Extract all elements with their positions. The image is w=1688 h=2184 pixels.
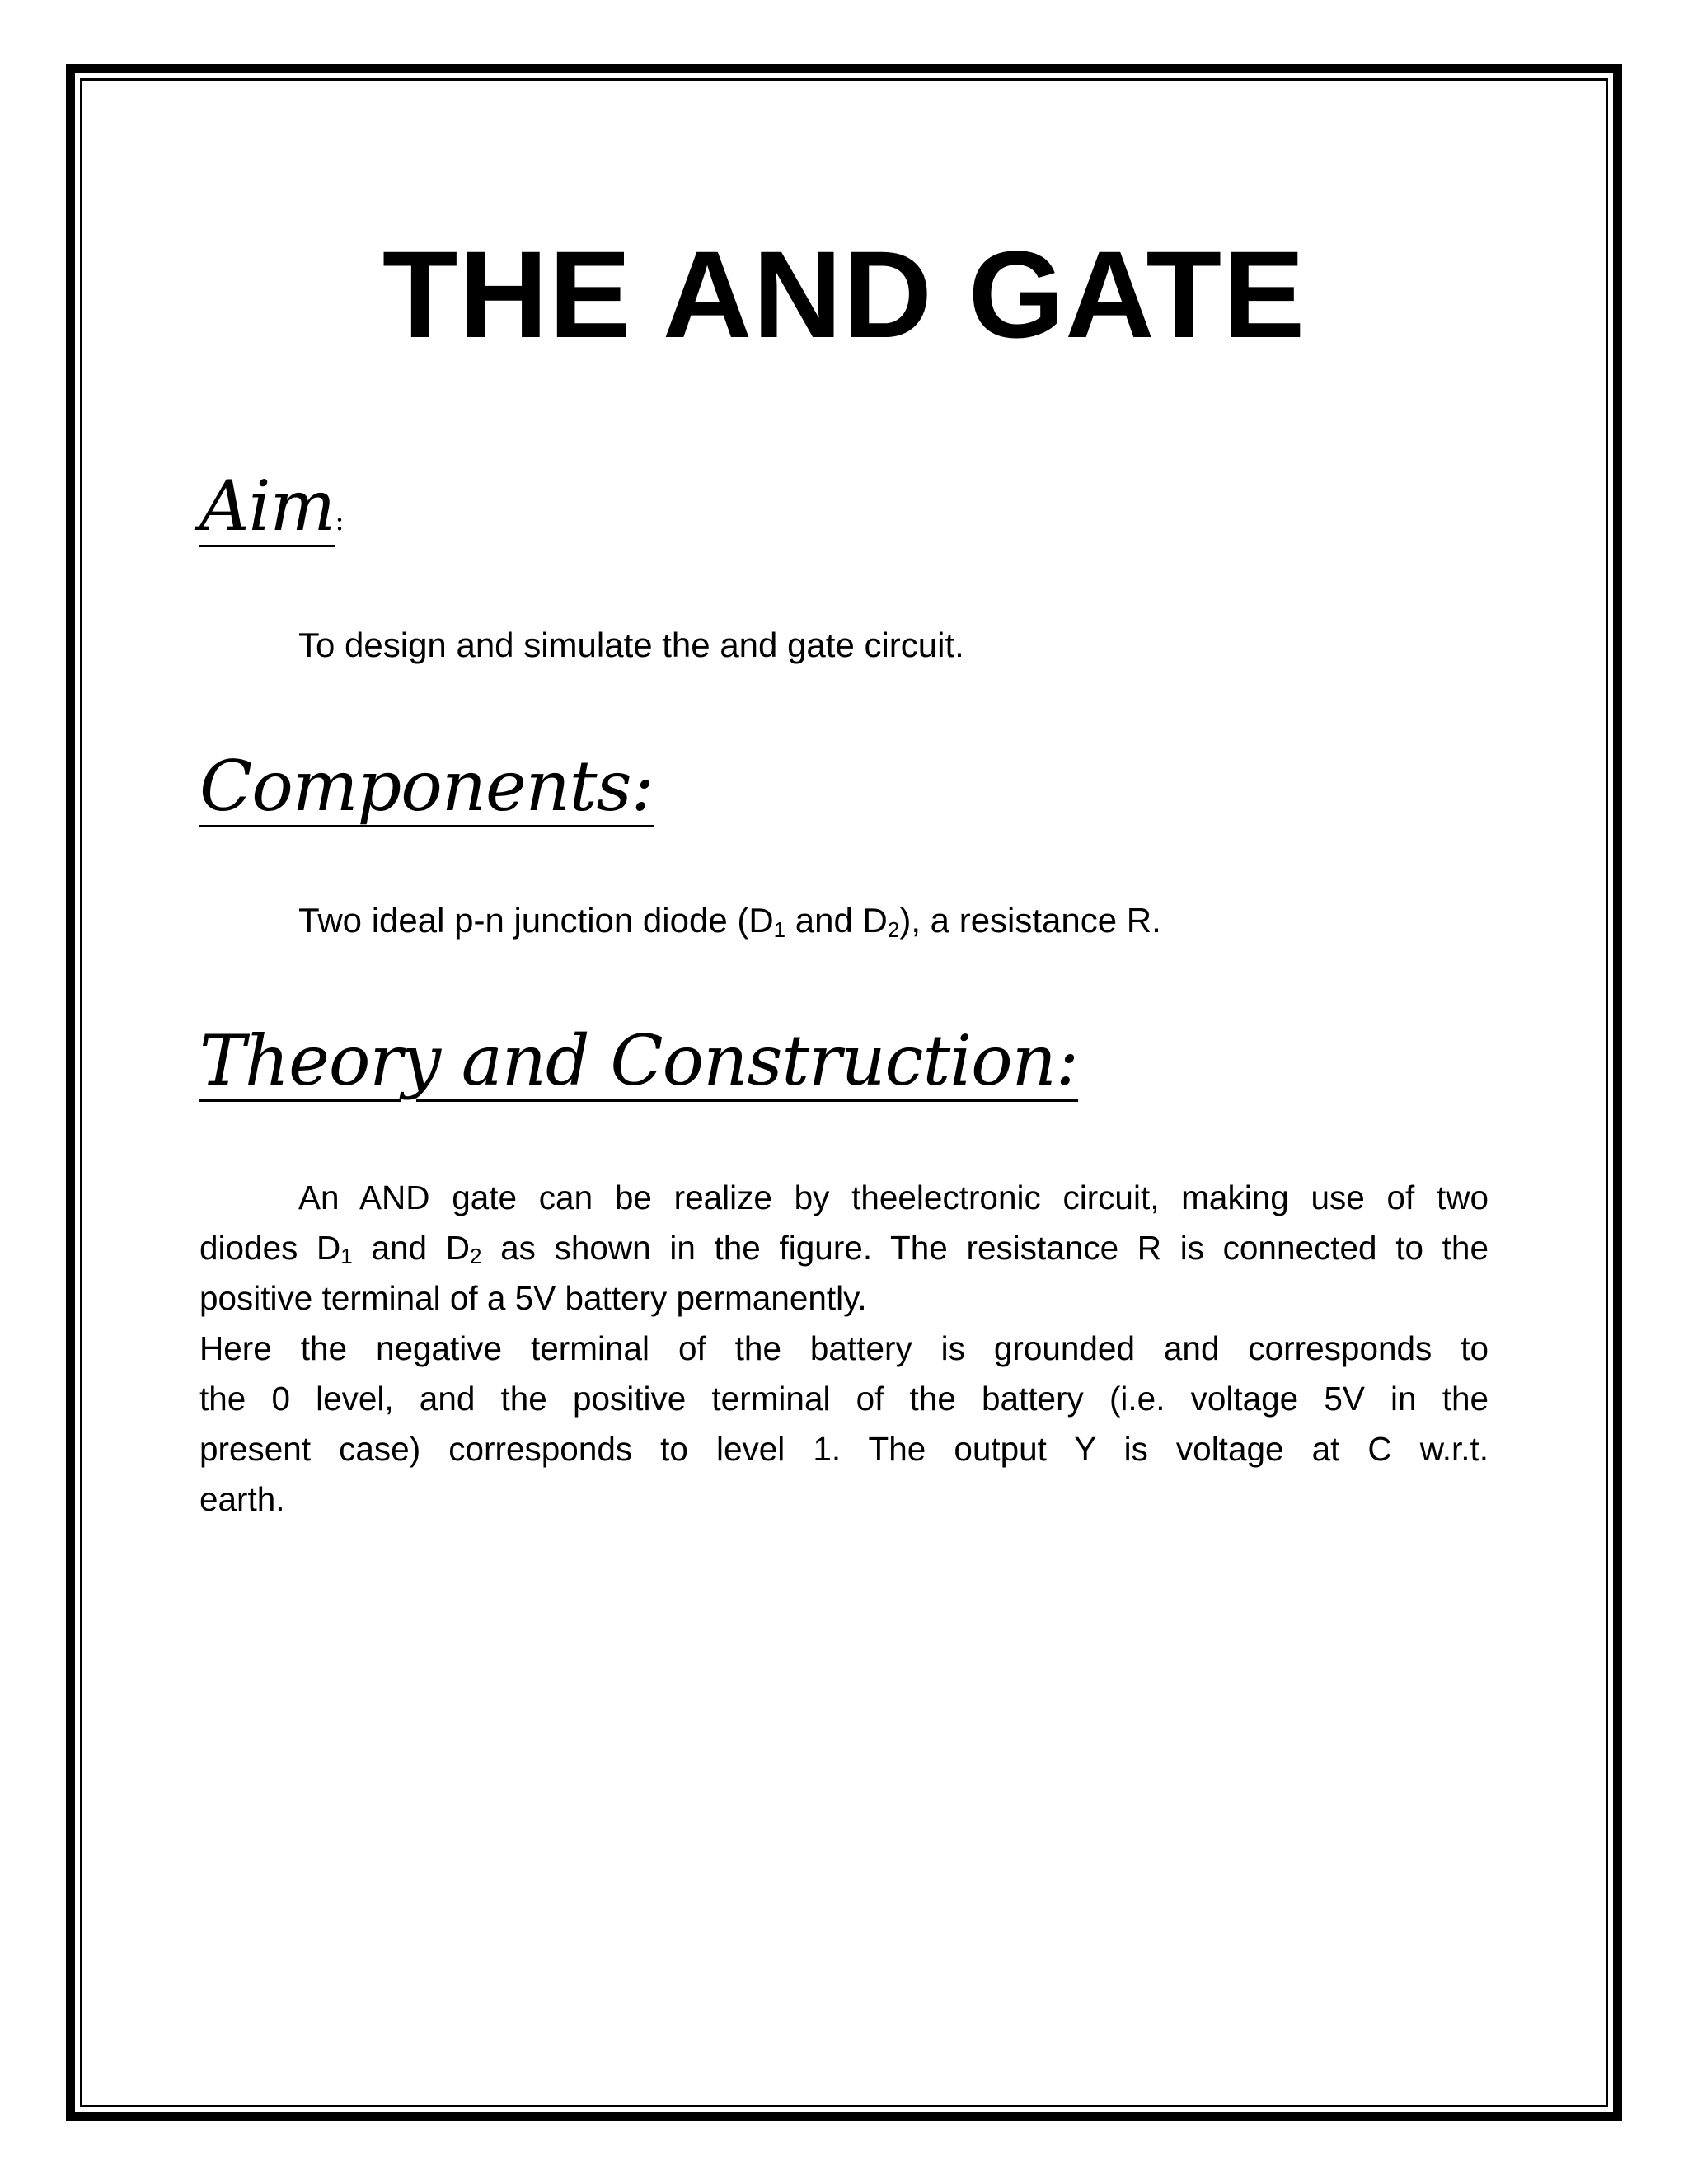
aim-heading-label: Aim [199,466,335,546]
components-sub-1: 1 [773,917,786,942]
theory-p1-sub-1: 1 [340,1244,353,1268]
components-text-part3: ), a resistance R. [899,901,1161,940]
theory-p2-line-2: the 0 level, and the positive terminal of the battery (i.e. voltage 5V in the [199,1380,1489,1418]
theory-paragraph-2 [199,1324,1489,1525]
theory-p1-line-1: An AND gate can be realize by theelectronic circuit, making use of two [298,1179,1489,1216]
components-text-part2: and D [785,901,888,940]
theory-heading [199,1020,1079,1101]
theory-p1-line-2-a: diodes D [199,1229,341,1267]
theory-paragraph-1 [199,1173,1489,1324]
theory-p1-line-2-b: and D [352,1229,470,1267]
components-text-part1: Two ideal p-n junction diode (D [298,901,774,940]
aim-text: To design and simulate the and gate circuit. [298,626,964,664]
theory-p2-line-4: earth. [199,1480,285,1518]
theory-p2-line-1: Here the negative terminal of the battery is grounded and corresponds to [199,1329,1489,1367]
page-title: THE AND GATE [382,225,1306,363]
aim-heading [199,466,344,546]
aim-heading-colon: : [335,504,344,537]
theory-p1-line-3: positive terminal of a 5V battery permanently. [199,1279,867,1317]
components-heading-label: Components: [199,746,654,827]
theory-heading-label: Theory and Construction: [199,1020,1079,1101]
components-text [298,901,1161,942]
theory-p1-line-2 [199,1223,1489,1273]
components-heading [199,746,654,827]
theory-p1-sub-2: 2 [469,1244,482,1268]
theory-p1-line-2-c: as shown in the figure. The resistance R is connected to the [481,1229,1489,1267]
theory-p2-line-3: present case) corresponds to level 1. The output Y is voltage at C w.r.t. [199,1430,1489,1468]
components-sub-2: 2 [887,917,900,942]
